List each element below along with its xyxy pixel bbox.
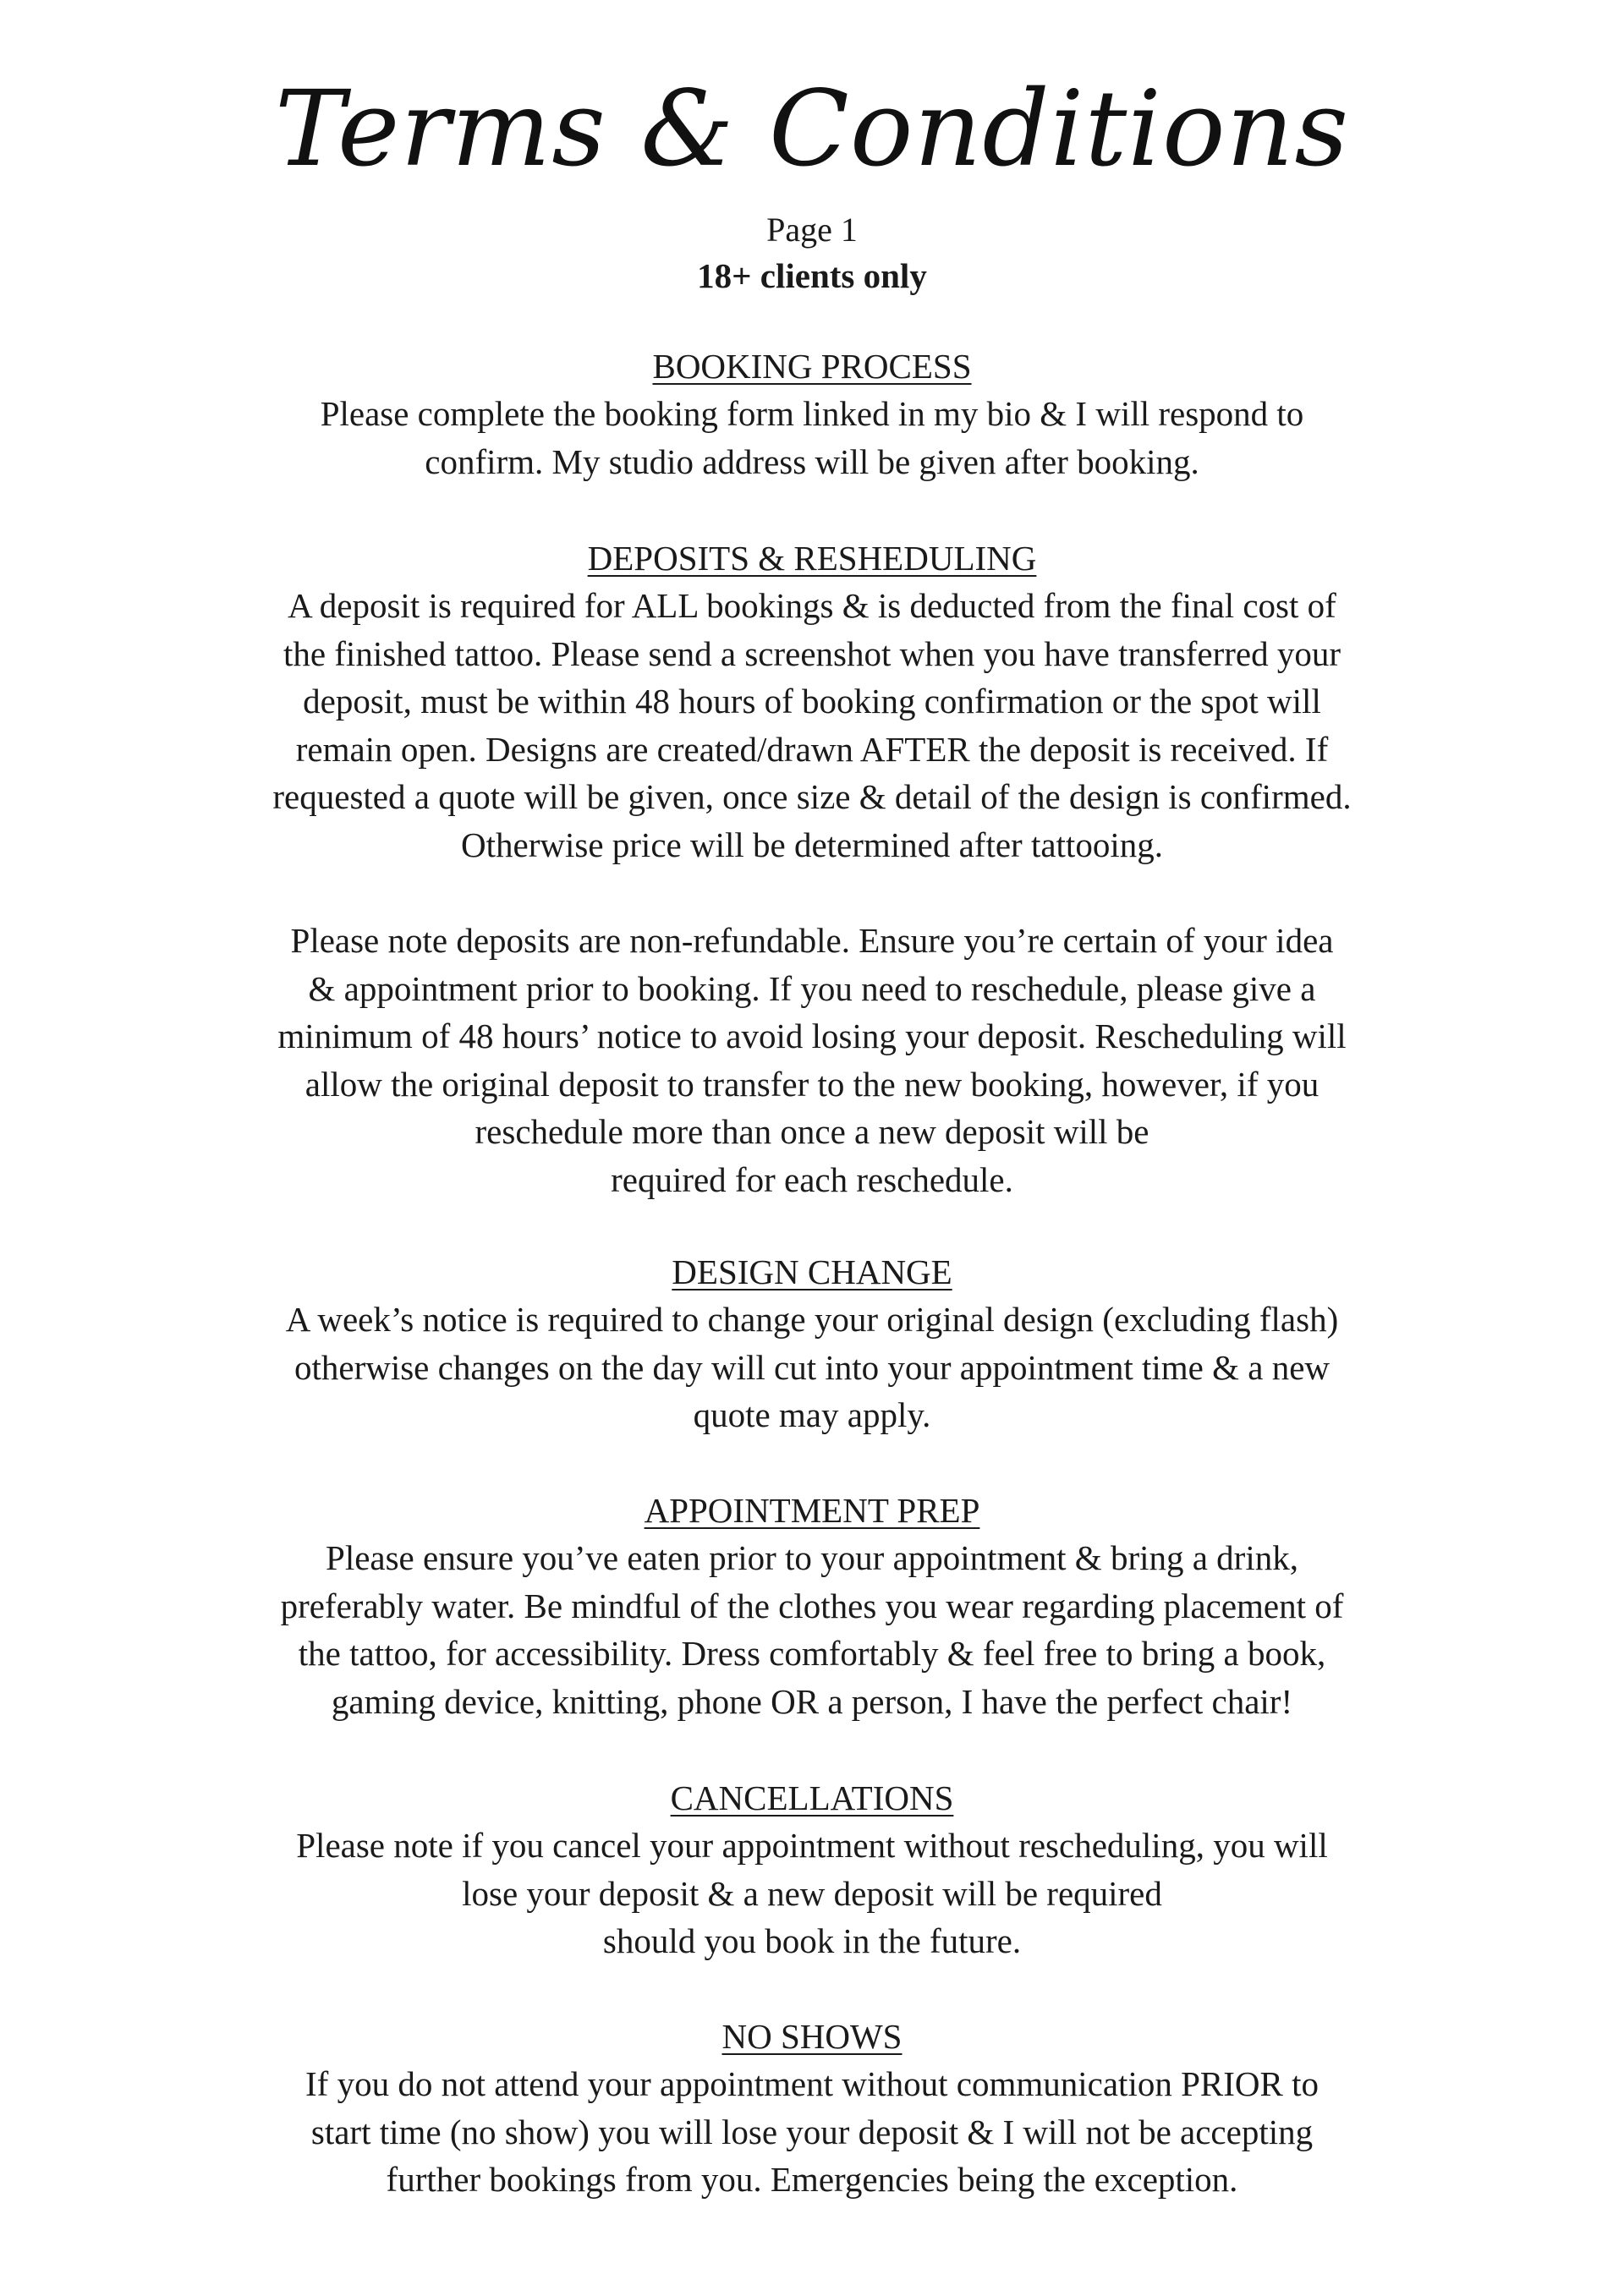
body-line: Otherwise price will be determined after tattooing. xyxy=(461,825,1163,864)
body-line: Please complete the booking form linked in my bio & I will respond to xyxy=(320,394,1304,433)
section-appointment-prep xyxy=(152,1487,1472,1725)
page-number: Page 1 xyxy=(766,211,858,249)
section-heading: CANCELLATIONS xyxy=(670,1778,954,1817)
body-line: A deposit is required for ALL bookings & is deducted from the final cost of xyxy=(288,586,1336,625)
body-line: Please note deposits are non-refundable. Ensure you’re certain of your idea xyxy=(290,921,1334,960)
body-line: quote may apply. xyxy=(693,1395,931,1434)
section-deposits xyxy=(152,534,1472,869)
body-line: deposit, must be within 48 hours of booking confirmation or the spot will xyxy=(303,682,1321,721)
body-line: preferably water. Be mindful of the clothes you wear regarding placement of xyxy=(280,1586,1344,1625)
body-line: the finished tattoo. Please send a screenshot when you have transferred your xyxy=(283,633,1341,673)
body-line: requested a quote will be given, once size & detail of the design is confirmed. xyxy=(272,777,1352,816)
body-line: Please note if you cancel your appointment without rescheduling, you will xyxy=(296,1826,1328,1865)
body-line: remain open. Designs are created/drawn AFTER the deposit is received. If xyxy=(295,729,1329,769)
body-line: allow the original deposit to transfer to the new booking, however, if you xyxy=(304,1064,1320,1104)
body-line: reschedule more than once a new deposit will be xyxy=(475,1112,1149,1151)
section-heading: BOOKING PROCESS xyxy=(652,347,972,386)
section-design-change xyxy=(152,1248,1472,1439)
body-line: Please ensure you’ve eaten prior to your appointment & bring a drink, xyxy=(326,1538,1298,1577)
body-line: If you do not attend your appointment without communication PRIOR to xyxy=(305,2064,1319,2103)
body-line: confirm. My studio address will be given after booking. xyxy=(425,441,1199,481)
body-line: & appointment prior to booking. If you need to reschedule, please give a xyxy=(308,968,1316,1008)
body-line: should you book in the future. xyxy=(602,1921,1022,1960)
section-heading: APPOINTMENT PREP xyxy=(644,1491,980,1530)
age-restriction-notice: 18+ clients only xyxy=(697,256,927,295)
body-line: minimum of 48 hours’ notice to avoid losing your deposit. Rescheduling will xyxy=(277,1016,1347,1055)
body-line: required for each reschedule. xyxy=(611,1159,1013,1199)
body-line: gaming device, knitting, phone OR a person, I have the perfect chair! xyxy=(331,1681,1293,1721)
section-heading: DESIGN CHANGE xyxy=(672,1252,952,1291)
body-line: start time (no show) you will lose your deposit & I will not be accepting xyxy=(310,2112,1314,2151)
body-line: A week’s notice is required to change your original design (excluding flash) xyxy=(285,1300,1339,1339)
section-heading: NO SHOWS xyxy=(721,2017,903,2056)
body-line: the tattoo, for accessibility. Dress comfortably & feel free to bring a book, xyxy=(298,1634,1326,1673)
section-no-shows xyxy=(152,2013,1472,2204)
section-cancellations xyxy=(152,1774,1472,1965)
section-deposits-note xyxy=(152,917,1472,1203)
section-heading: DEPOSITS & RESHEDULING xyxy=(587,539,1037,578)
body-line: lose your deposit & a new deposit will be required xyxy=(462,1873,1162,1913)
body-line: further bookings from you. Emergencies being the exception. xyxy=(386,2160,1238,2199)
body-line: otherwise changes on the day will cut into your appointment time & a new xyxy=(294,1347,1330,1387)
section-booking-process xyxy=(152,342,1472,485)
page-title: Terms & Conditions xyxy=(274,68,1350,190)
